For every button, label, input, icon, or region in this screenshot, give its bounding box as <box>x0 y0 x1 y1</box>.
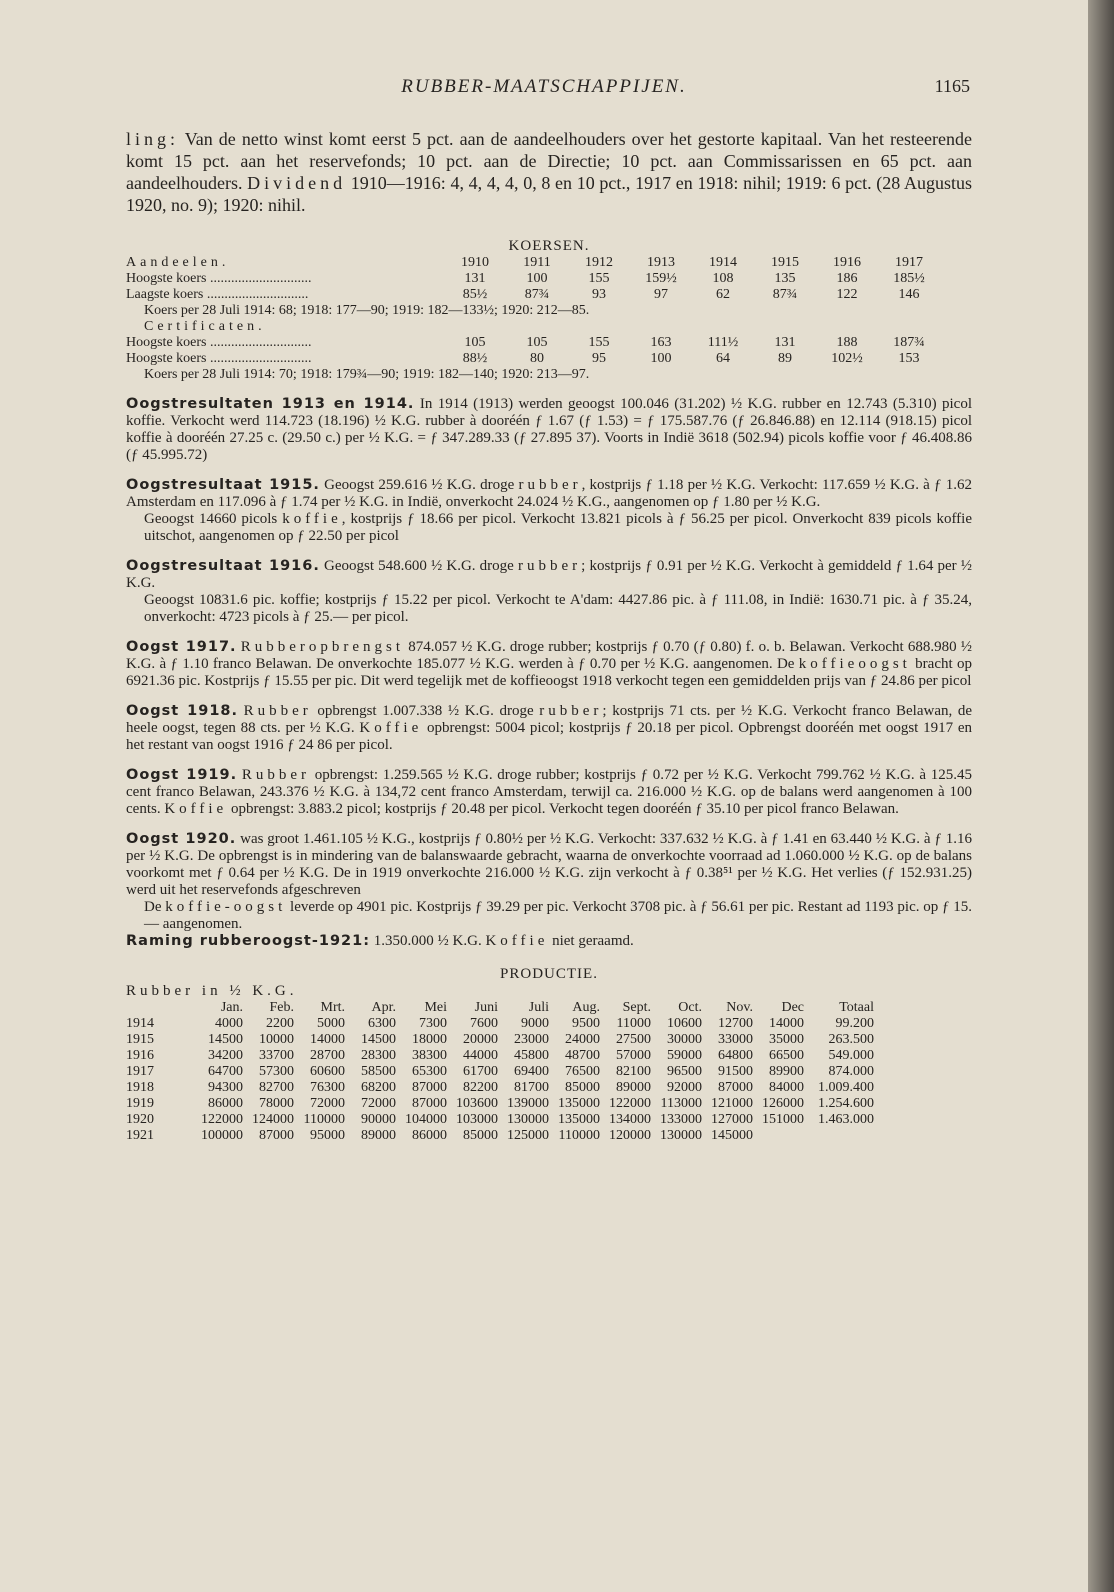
table-cell: 121000 <box>711 1096 753 1111</box>
koers-value: 93 <box>592 287 606 302</box>
table-cell: 95000 <box>310 1128 345 1143</box>
table-cell: 59000 <box>667 1048 702 1063</box>
table-cell: 84000 <box>769 1080 804 1095</box>
row-year: 1915 <box>126 1032 154 1047</box>
cert-hoog-row <box>126 335 940 351</box>
table-cell: 134000 <box>609 1112 651 1127</box>
table-row <box>126 1016 874 1032</box>
section-text: ; kostprijs 71 cts. per ½ K.G. Verkocht franco Belawan, de heele oogst, tegen 88 cts. per ½ K.G. <box>126 703 972 736</box>
table-row <box>126 1112 874 1128</box>
table-cell: 14000 <box>769 1016 804 1031</box>
column-header: Juni <box>474 1000 498 1015</box>
table-cell: 145000 <box>711 1128 753 1143</box>
table-cell: 126000 <box>762 1096 804 1111</box>
spaced-word: Rubberopbrengst <box>240 639 405 655</box>
table-cell: 78000 <box>259 1096 294 1111</box>
table-cell: 38300 <box>412 1048 447 1063</box>
koers-value: 111½ <box>707 335 739 350</box>
table-cell <box>804 1128 874 1144</box>
table-cell: 263.500 <box>828 1032 874 1047</box>
table-cell: 85000 <box>565 1080 600 1095</box>
section-heading: Raming rubberoogst-1921: <box>126 933 371 949</box>
koers-value: 95 <box>592 351 606 366</box>
table-cell: 135000 <box>558 1112 600 1127</box>
koers-value: 108 <box>712 271 734 286</box>
table-cell: 91500 <box>718 1064 753 1079</box>
table-cell: 58500 <box>361 1064 396 1079</box>
table-cell: 14000 <box>310 1032 345 1047</box>
section-heading: Oogst 1920. <box>126 831 237 847</box>
table-cell: 27500 <box>616 1032 651 1047</box>
koersen-header-row <box>126 255 940 271</box>
table-cell: 86000 <box>208 1096 243 1111</box>
intro-text: Van de netto winst komt eerst 5 pct. aan de aandeelhouders over het gestorte kapitaal. Van het resteerende komt 15 pct. aan het reservefonds; 10 pct. aan de Directie; 10 pct. aan Commissarissen en 65 pct. aan aandeelhouders. <box>126 129 972 193</box>
section-text: leverde op 4901 pic. Kostprijs ƒ 39.29 per pic. Verkocht 3708 pic. à ƒ 56.61 per pic. Restant ad 1193 pic. op ƒ 15.— aangenomen. <box>144 899 972 932</box>
table-cell: 85000 <box>463 1128 498 1143</box>
aandeelen-laag-row <box>126 287 940 303</box>
spaced-word: Koffie <box>164 801 228 817</box>
section-1915-koffie <box>126 511 972 545</box>
table-cell: 86000 <box>412 1128 447 1143</box>
table-cell: 20000 <box>463 1032 498 1047</box>
section-text: Geoogst 259.616 ½ K.G. droge <box>319 477 519 493</box>
table-cell: 64700 <box>208 1064 243 1079</box>
table-cell: 35000 <box>769 1032 804 1047</box>
section-heading: Oogstresultaat 1915. <box>126 477 320 493</box>
column-header: Sept. <box>622 1000 651 1015</box>
table-cell: 125000 <box>507 1128 549 1143</box>
koers-note: Koers per 28 Juli 1914: 68; 1918: 177—90; 1919: 182—133½; 1920: 212—85. <box>144 303 590 318</box>
table-cell: 89000 <box>616 1080 651 1095</box>
table-cell: 82700 <box>259 1080 294 1095</box>
section-heading: Oogstresultaat 1916. <box>126 558 320 574</box>
section-heading: Oogst 1918. <box>126 703 239 719</box>
section-text: 1.350.000 ½ K.G. <box>370 933 486 949</box>
table-cell: 76300 <box>310 1080 345 1095</box>
section-heading: Oogst 1917. <box>126 639 237 655</box>
koers-value: 87¾ <box>524 287 550 302</box>
row-label: Hoogste koers ............................. <box>126 351 312 366</box>
table-cell: 72000 <box>310 1096 345 1111</box>
table-cell: 10600 <box>667 1016 702 1031</box>
table-cell: 57000 <box>616 1048 651 1063</box>
table-cell: 104000 <box>405 1112 447 1127</box>
koers-value: 186 <box>836 271 858 286</box>
table-row <box>126 1096 874 1112</box>
table-cell: 130000 <box>660 1128 702 1143</box>
table-cell: 60600 <box>310 1064 345 1079</box>
table-cell: 9000 <box>521 1016 549 1031</box>
koers-value: 122 <box>836 287 858 302</box>
table-cell: 110000 <box>303 1112 345 1127</box>
spaced-word: koffie <box>282 511 342 527</box>
column-header: Nov. <box>726 1000 753 1015</box>
column-header: Dec <box>781 1000 804 1015</box>
koers-value: 88½ <box>462 351 488 366</box>
koers-value: 155 <box>588 335 610 350</box>
running-header-title: RUBBER-MAATSCHAPPIJEN. <box>401 76 687 97</box>
productie-table <box>126 1000 874 1144</box>
section-text: In 1914 (1913) werden geoogst 100.046 (31.202) ½ K.G. rubber en 12.743 (5.310) picol koffie. Verkocht werd 114.723 (18.196) ½ K.G. rubber à dooréén ƒ 1.67 (ƒ 1.53) = ƒ 175.587.76 (ƒ 26.846.88) en 12.114 (918.15) picol koffie à dooréén 27.25 c. (29.50 c.) per ½ K.G. = ƒ 347.289.33 (ƒ 27.895 37). Voorts in Indië 3618 (502.94) picols koffie voor ƒ 46.408.86 (ƒ 45.995.72) <box>126 396 972 463</box>
table-cell: 100000 <box>201 1128 243 1143</box>
column-header: Aug. <box>572 1000 600 1015</box>
section-text: Geoogst 548.600 ½ K.G. droge <box>319 558 518 574</box>
koers-value: 100 <box>526 271 548 286</box>
table-cell: 2200 <box>266 1016 294 1031</box>
column-header: Jan. <box>220 1000 243 1015</box>
section-text: ; kostprijs ƒ 0.91 per ½ K.G. Verkocht à gemiddeld ƒ 1.64 per ½ K.G. <box>126 558 972 591</box>
productie-subtitle: Rubber in ½ K.G. <box>126 983 298 999</box>
section-1916 <box>126 558 972 592</box>
column-header: Oct. <box>678 1000 702 1015</box>
table-cell: 90000 <box>361 1112 396 1127</box>
table-cell: 139000 <box>507 1096 549 1111</box>
table-cell: 10000 <box>259 1032 294 1047</box>
koers-value: 153 <box>898 351 920 366</box>
table-cell: 127000 <box>711 1112 753 1127</box>
cert-laag-row <box>126 351 940 367</box>
productie-header-row <box>126 1000 874 1016</box>
table-cell: 72000 <box>361 1096 396 1111</box>
table-cell: 103000 <box>456 1112 498 1127</box>
koers-value: 105 <box>526 335 548 350</box>
table-cell: 1.009.400 <box>818 1080 874 1095</box>
table-cell: 120000 <box>609 1128 651 1143</box>
table-cell: 33700 <box>259 1048 294 1063</box>
koersen-title: KOERSEN. <box>508 238 590 254</box>
table-cell: 87000 <box>718 1080 753 1095</box>
koers-value: 159½ <box>645 271 677 286</box>
koers-value: 131 <box>464 271 486 286</box>
table-cell: 4000 <box>215 1016 243 1031</box>
table-cell: 34200 <box>208 1048 243 1063</box>
year-header: 1917 <box>895 255 923 270</box>
table-cell: 135000 <box>558 1096 600 1111</box>
table-cell: 133000 <box>660 1112 702 1127</box>
page-body <box>126 128 972 1144</box>
table-cell: 87000 <box>412 1080 447 1095</box>
koers-value: 155 <box>588 271 610 286</box>
koers-note: Koers per 28 Juli 1914: 70; 1918: 179¾—90; 1919: 182—140; 1920: 213—97. <box>144 367 590 382</box>
table-cell: 103600 <box>456 1096 498 1111</box>
cert-label-row <box>126 319 940 335</box>
year-header: 1915 <box>771 255 799 270</box>
table-cell: 94300 <box>208 1080 243 1095</box>
row-label: Hoogste koers ............................. <box>126 271 312 286</box>
table-cell: 12700 <box>718 1016 753 1031</box>
aandeelen-hoog-row <box>126 271 940 287</box>
table-cell: 33000 <box>718 1032 753 1047</box>
section-text: opbrengst: 3.883.2 picol; kostprijs ƒ 20.48 per picol. Verkocht tegen dooréén ƒ 35.10 per picol franco Belawan. <box>227 801 899 817</box>
section-1915 <box>126 477 972 511</box>
row-year: 1919 <box>126 1096 154 1111</box>
table-cell: 89900 <box>769 1064 804 1079</box>
table-cell: 23000 <box>514 1032 549 1047</box>
table-cell: 874.000 <box>828 1064 874 1079</box>
table-cell: 69400 <box>514 1064 549 1079</box>
table-cell: 113000 <box>660 1096 702 1111</box>
spaced-word: Koffie <box>359 720 423 736</box>
table-cell: 92000 <box>667 1080 702 1095</box>
table-cell: 124000 <box>252 1112 294 1127</box>
table-cell: 57300 <box>259 1064 294 1079</box>
table-cell: 6300 <box>368 1016 396 1031</box>
spaced-word: Dividend <box>247 173 347 193</box>
aandeelen-label: Aandeelen. <box>126 255 230 270</box>
section-text: opbrengst: 1.259.565 ½ K.G. droge rubber; kostprijs ƒ 0.72 per ½ K.G. Verkocht 799.762 ½ K.G. à 125.45 cent franco Belawan, 243.376 ½ K.G. à 134,72 cent franco Amsterdam, terwijl ca. 216.000 ½ K.G. op de balans werd aangenomen à 100 cents. <box>126 767 972 817</box>
row-year: 1921 <box>126 1128 154 1143</box>
section-1920 <box>126 831 972 899</box>
table-cell: 110000 <box>558 1128 600 1143</box>
table-cell: 18000 <box>412 1032 447 1047</box>
table-row <box>126 1032 874 1048</box>
section-text: opbrengst 1.007.338 ½ K.G. droge <box>311 703 540 719</box>
spaced-word: koffieoogst <box>798 656 911 672</box>
spaced-word: rubber <box>517 558 582 574</box>
table-cell: 65300 <box>412 1064 447 1079</box>
table-row <box>126 1080 874 1096</box>
table-cell: 549.000 <box>828 1048 874 1063</box>
table-cell: 14500 <box>361 1032 396 1047</box>
koers-value: 187¾ <box>893 335 925 350</box>
table-row <box>126 1064 874 1080</box>
table-cell: 61700 <box>463 1064 498 1079</box>
spaced-word: Rubber <box>243 703 312 719</box>
row-year: 1914 <box>126 1016 154 1031</box>
table-cell: 81700 <box>514 1080 549 1095</box>
column-header: Mei <box>424 1000 447 1015</box>
table-cell: 99.200 <box>835 1016 874 1031</box>
section-heading: Oogstresultaten 1913 en 1914. <box>126 396 415 412</box>
table-cell: 1.254.600 <box>818 1096 874 1111</box>
column-header: Apr. <box>371 1000 396 1015</box>
table-cell: 24000 <box>565 1032 600 1047</box>
koers-value: 64 <box>716 351 730 366</box>
raming-line <box>126 933 972 950</box>
table-cell: 89000 <box>361 1128 396 1143</box>
section-text: opbrengst: 5004 picol; kostprijs ƒ 20.18 per picol. Opbrengst dooréén met oogst 1917 en het restant van oogst 1916 ƒ 24 86 per picol. <box>126 720 972 753</box>
section-1913-1914 <box>126 396 972 464</box>
table-cell: 48700 <box>565 1048 600 1063</box>
spaced-word: koffie-oogst <box>165 899 287 915</box>
table-cell: 122000 <box>609 1096 651 1111</box>
column-header: Mrt. <box>320 1000 345 1015</box>
koers-value: 97 <box>654 287 668 302</box>
table-cell: 7300 <box>419 1016 447 1031</box>
intro-paragraph <box>126 128 972 216</box>
row-year: 1920 <box>126 1112 154 1127</box>
table-cell: 151000 <box>762 1112 804 1127</box>
koers-value: 146 <box>898 287 920 302</box>
table-cell: 82200 <box>463 1080 498 1095</box>
table-row <box>126 1128 874 1144</box>
table-cell: 28700 <box>310 1048 345 1063</box>
section-1920-koffie <box>126 899 972 933</box>
section-heading: Oogst 1919. <box>126 767 238 783</box>
section-text: bracht op 6921.36 pic. Kostprijs ƒ 15.55 per pic. Dit werd tegelijk met de koffieoogst 1918 verkocht tegen een gemiddelden prijs van ƒ 24.86 per picol <box>126 656 972 689</box>
section-1917 <box>126 639 972 690</box>
section-text: De <box>144 899 166 915</box>
koers-value: 135 <box>774 271 796 286</box>
certificaten-label: Certificaten. <box>144 319 266 334</box>
cert-note-row <box>126 367 940 383</box>
dividend-text: 1910—1916: 4, 4, 4, 4, 0, 8 en 10 pct., 1917 en 1918: nihil; 1919: 6 pct. (28 Augustus 1920, no. 9); 1920: nihil. <box>126 173 972 215</box>
spaced-word: rubber <box>539 703 603 719</box>
productie-title: PRODUCTIE. <box>500 966 598 982</box>
column-header: Feb. <box>269 1000 294 1015</box>
spaced-word: rubber <box>518 477 582 493</box>
section-text: , kostprijs ƒ 18.66 per picol. Verkocht 13.821 picols à ƒ 56.25 per picol. Onverkocht 839 picols koffie uitschot, aangenomen op ƒ 22.50 per picol <box>144 511 973 544</box>
row-year: 1916 <box>126 1048 154 1063</box>
section-1918 <box>126 703 972 754</box>
year-header: 1910 <box>461 255 489 270</box>
book-spine-edge <box>1088 0 1114 1592</box>
year-header: 1913 <box>647 255 675 270</box>
page-number: 1165 <box>934 76 970 96</box>
spaced-word: Rubber <box>241 767 310 783</box>
koersen-table <box>126 255 940 383</box>
koers-value: 62 <box>716 287 730 302</box>
column-header: Juli <box>528 1000 549 1015</box>
table-cell: 1.463.000 <box>818 1112 874 1127</box>
year-header: 1914 <box>709 255 737 270</box>
section-text: Geoogst 14660 picols <box>144 511 283 527</box>
koers-value: 105 <box>464 335 486 350</box>
year-header: 1912 <box>585 255 613 270</box>
table-cell: 122000 <box>201 1112 243 1127</box>
table-cell: 11000 <box>616 1016 651 1031</box>
section-text: was groot 1.461.105 ½ K.G., kostprijs ƒ 0.80½ per ½ K.G. Verkocht: 337.632 ½ K.G. à ƒ 1.41 en 63.440 ½ K.G. à ƒ 1.16 per ½ K.G. De opbrengst is in mindering van de balanswaarde gebracht, waarna de onverkochte voorraad ad 1.060.000 ½ K.G. op de balans voorkomt met ƒ 0.64 per ½ K.G. De in 1919 onverkochte 216.000 ½ K.G. zijn verkocht à ƒ 0.38⁵¹ per ½ K.G. Het verlies (ƒ 152.931.25) werd uit het reservefonds afgeschreven <box>126 831 972 898</box>
table-cell: 14500 <box>208 1032 243 1047</box>
koers-value: 87¾ <box>772 287 798 302</box>
koers-value: 131 <box>774 335 796 350</box>
table-cell: 66500 <box>769 1048 804 1063</box>
table-cell: 130000 <box>507 1112 549 1127</box>
table-cell: 96500 <box>667 1064 702 1079</box>
koers-value: 185½ <box>893 271 925 286</box>
year-header: 1916 <box>833 255 861 270</box>
table-cell: 76500 <box>565 1064 600 1079</box>
row-year: 1917 <box>126 1064 154 1079</box>
row-label: Laagste koers ............................. <box>126 287 309 302</box>
spaced-word: ling: <box>126 129 180 149</box>
section-1916-koffie: Geoogst 10831.6 pic. koffie; kostprijs ƒ 15.22 per picol. Verkocht te A'dam: 4427.86 pic. à ƒ 111.08, in Indië: 1630.71 pic. à ƒ 35.24, onverkocht: 4723 picols à ƒ 25.— per picol. <box>144 592 972 625</box>
koers-value: 89 <box>778 351 792 366</box>
koers-value: 163 <box>650 335 672 350</box>
row-year: 1918 <box>126 1080 154 1095</box>
row-label: Hoogste koers ............................. <box>126 335 312 350</box>
table-row <box>126 1048 874 1064</box>
section-text: 874.057 ½ K.G. droge rubber; kostprijs ƒ 0.70 (ƒ 0.80) f. o. b. Belawan. Verkocht 688.980 ½ K.G. à ƒ 1.10 franco Belawan. De onverkochte 185.077 ½ K.G. werden à ƒ 0.70 per ½ K.G. aangenomen. De <box>126 639 972 672</box>
table-cell: 45800 <box>514 1048 549 1063</box>
header-spacer <box>126 1000 192 1016</box>
table-cell: 5000 <box>317 1016 345 1031</box>
table-cell: 64800 <box>718 1048 753 1063</box>
koers-value: 85½ <box>462 287 488 302</box>
koers-value: 100 <box>650 351 672 366</box>
column-header: Totaal <box>839 1000 874 1015</box>
table-cell: 28300 <box>361 1048 396 1063</box>
year-header: 1911 <box>523 255 551 270</box>
section-1919 <box>126 767 972 818</box>
table-cell: 44000 <box>463 1048 498 1063</box>
table-cell: 82100 <box>616 1064 651 1079</box>
table-cell: 87000 <box>259 1128 294 1143</box>
koers-value: 80 <box>530 351 544 366</box>
koers-value: 188 <box>836 335 858 350</box>
aandeelen-note-row <box>126 303 940 319</box>
table-cell: 68200 <box>361 1080 396 1095</box>
section-text: niet geraamd. <box>548 933 634 949</box>
spaced-word: Koffie <box>485 933 549 949</box>
section-text: , kostprijs ƒ 1.18 per ½ K.G. Verkocht: 117.659 ½ K.G. à ƒ 1.62 Amsterdam en 117.096 à ƒ 1.74 per ½ K.G. in Indië, onverkocht 24.024 ½ K.G., aangenomen op ƒ 1.80 per ½ K.G. <box>126 477 972 510</box>
table-cell: 7600 <box>470 1016 498 1031</box>
table-cell <box>753 1128 804 1144</box>
koers-value: 102½ <box>831 351 863 366</box>
table-cell: 9500 <box>572 1016 600 1031</box>
table-cell: 87000 <box>412 1096 447 1111</box>
table-cell: 30000 <box>667 1032 702 1047</box>
